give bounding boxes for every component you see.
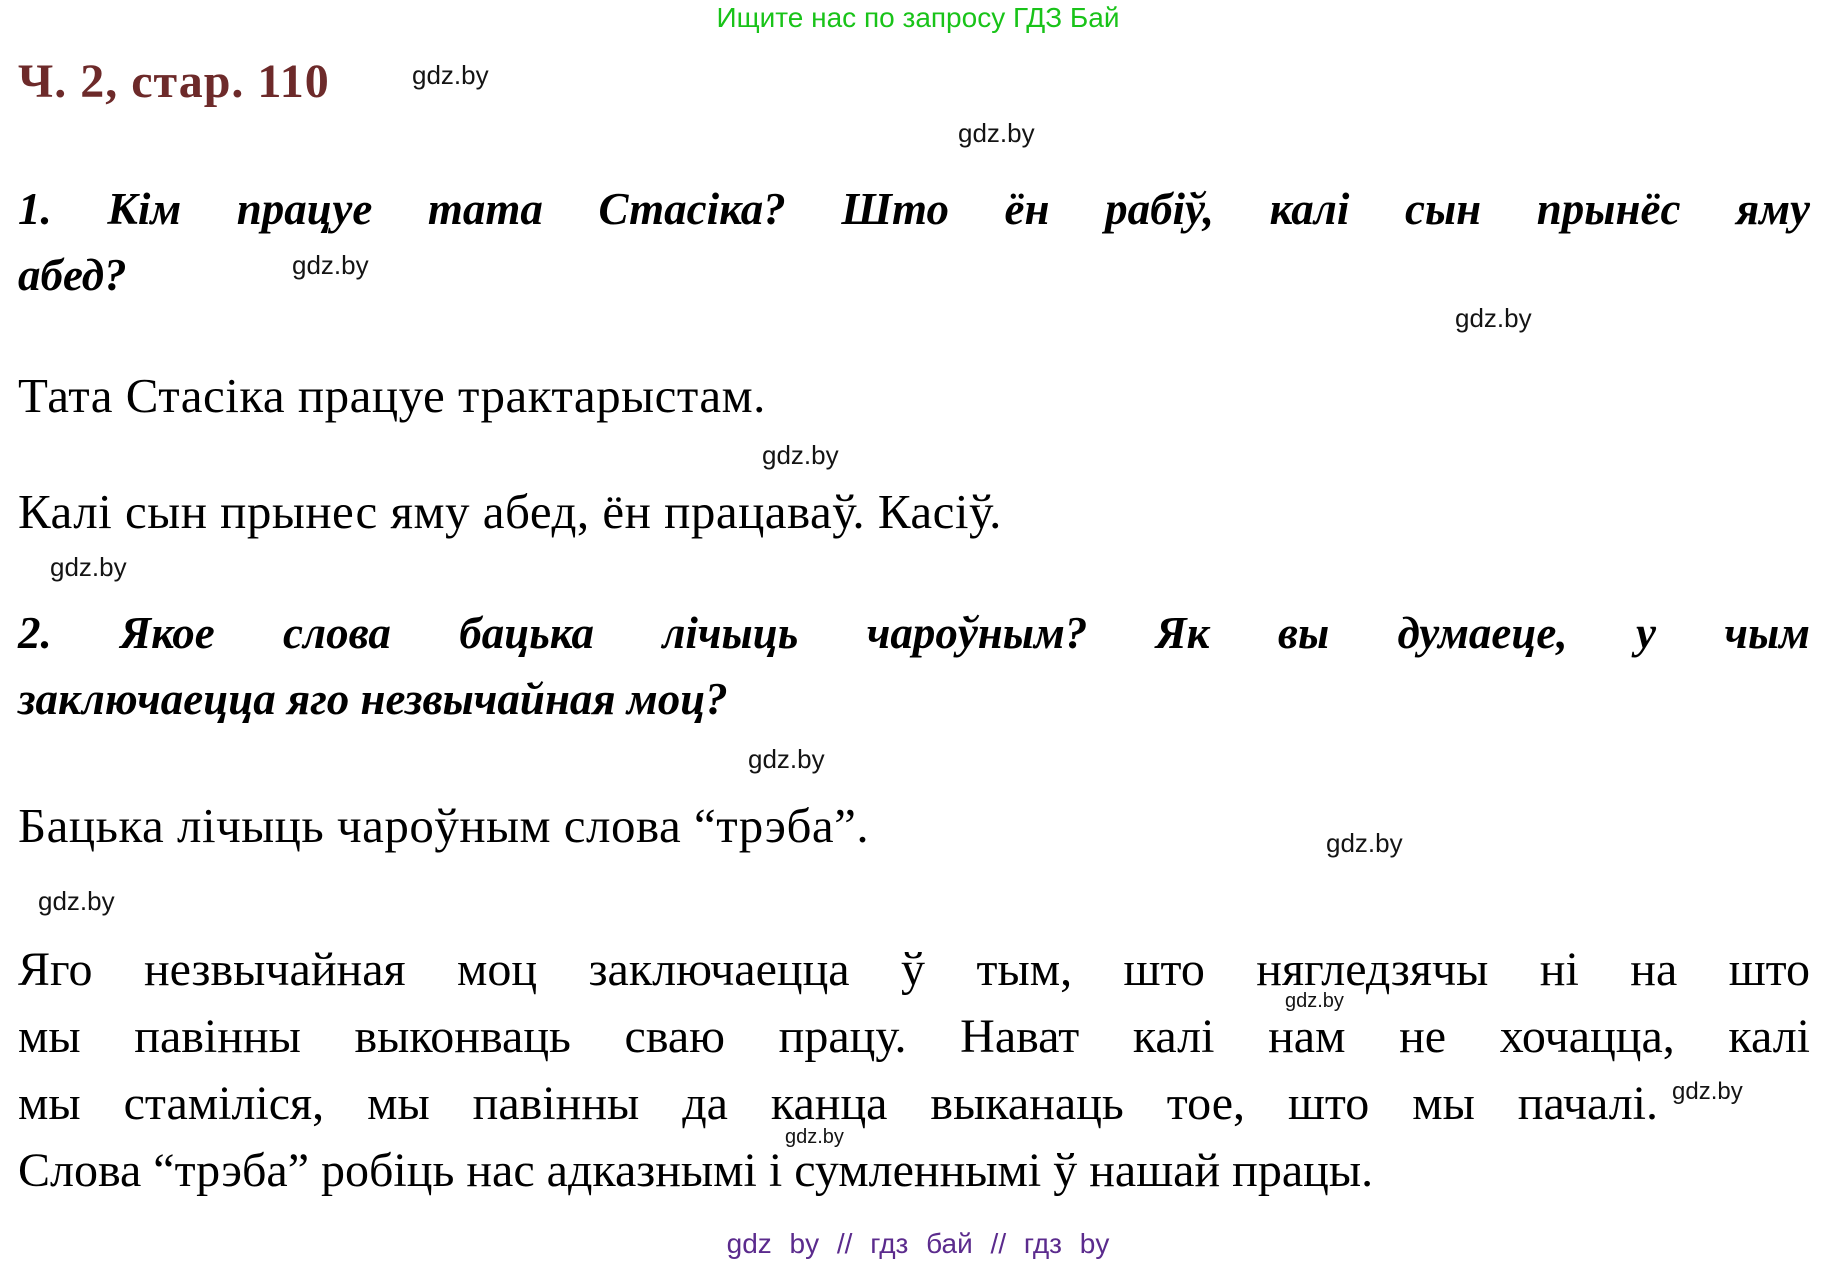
answer-2-para-line-1: Яго незвычайная моц заключаецца ў тым, што нягледзячы ні на што	[18, 943, 1810, 996]
answer-2-paragraph	[18, 936, 1810, 1204]
answer-2-para-line-4: Слова “трэба” робіць нас адказнымі і сумленнымі ў нашай працы.	[18, 1144, 1374, 1197]
question-2-line-2: заключаецца яго незвычайная моц?	[18, 674, 728, 724]
gdz-watermark: gdz.by	[1285, 990, 1344, 1012]
question-2-line-1: 2. Якое слова бацька лічыць чароўным? Як вы думаеце, у чым	[18, 608, 1810, 658]
gdz-watermark: gdz.by	[1455, 303, 1532, 333]
question-1-line-2: абед?	[18, 250, 127, 300]
gdz-watermark: gdz.by	[748, 744, 825, 774]
answer-1-line-1: Тата Стасіка працуе трактарыстам.	[18, 368, 766, 423]
top-banner: Ищите нас по запросу ГДЗ Бай	[716, 2, 1120, 33]
answer-2-para-line-2: мы павінны выконваць сваю працу. Нават калі нам не хочацца, калі	[18, 1010, 1810, 1063]
page-title: Ч. 2, стар. 110	[18, 55, 330, 108]
answer-1-line-2: Калі сын прынес яму абед, ён працаваў. Касіў.	[18, 484, 1002, 539]
gdz-watermark: gdz.by	[762, 440, 839, 470]
question-1-line-1: 1. Кім працуе тата Стасіка? Што ён рабіў, калі сын прынёс яму	[18, 184, 1810, 234]
answer-2-para-line-3: мы стаміліся, мы павінны да канца выканаць тое, што мы пачалі.	[18, 1077, 1658, 1130]
gdz-watermark: gdz.by	[958, 118, 1035, 148]
footer-sites: gdz by // гдз бай // гдз by	[726, 1228, 1110, 1259]
gdz-watermark: gdz.by	[38, 886, 115, 916]
gdz-watermark: gdz.by	[412, 60, 489, 90]
gdz-watermark: gdz.by	[1672, 1078, 1743, 1105]
question-2	[18, 600, 1810, 732]
gdz-watermark: gdz.by	[1326, 828, 1403, 858]
gdz-watermark: gdz.by	[50, 552, 127, 582]
gdz-watermark: gdz.by	[785, 1126, 844, 1148]
question-1	[18, 176, 1810, 308]
answer-2-line-1: Бацька лічыць чароўным слова “трэба”.	[18, 798, 870, 853]
gdz-watermark: gdz.by	[292, 250, 369, 280]
